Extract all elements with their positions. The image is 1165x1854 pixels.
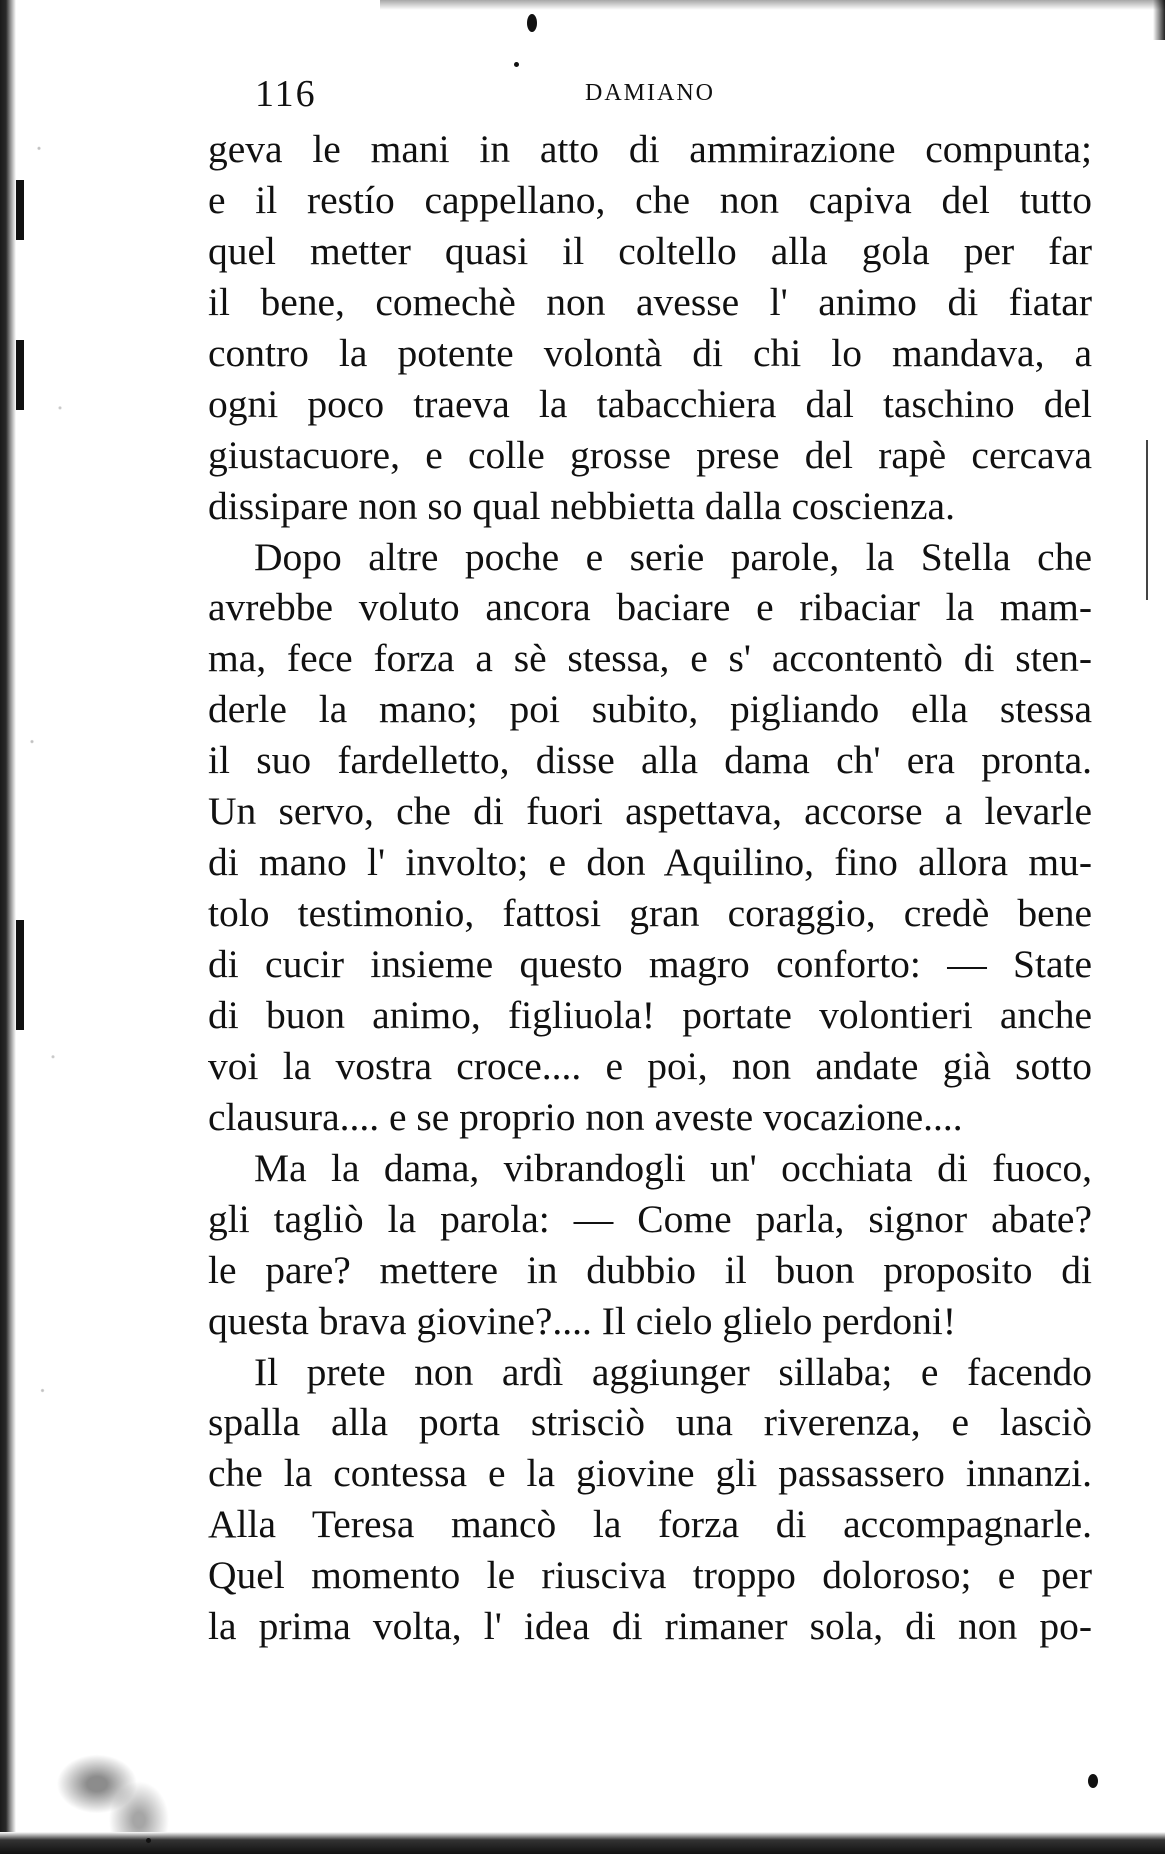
text-line: dissipare non so qual nebbietta dalla coscienza. [208, 483, 955, 528]
text-line: le pare? mettere in dubbio il buon proposito di [208, 1247, 1092, 1292]
text-line: spalla alla porta strisciò una riverenza, e lasciò [208, 1400, 1092, 1445]
text-line: quel metter quasi il coltello alla gola per far [208, 228, 1092, 273]
text-line: di cucir insieme questo magro conforto: — State [208, 942, 1092, 986]
scan-noise-left [18, 0, 88, 1854]
text-line: e il restío cappellano, che non capiva del tutto [208, 177, 1092, 222]
text-line: geva le mani in atto di ammirazione compunta; [208, 127, 1092, 171]
scan-dot-bottom-left [146, 1838, 151, 1843]
text-line: questa brava giovine?.... Il cielo glielo perdoni! [208, 1298, 957, 1343]
text-line: Alla Teresa mancò la forza di accompagnarle. [208, 1502, 1092, 1547]
text-line: di mano l' involto; e don Aquilino, fino allora mu- [208, 840, 1092, 885]
text-line: giustacuore, e colle grosse prese del rapè cercava [208, 432, 1092, 477]
text-line: avrebbe voluto ancora baciare e ribaciar la mam- [208, 585, 1092, 630]
text-line: Quel momento le riusciva troppo doloroso; e per [208, 1553, 1092, 1598]
text-line: tolo testimonio, fattosi gran coraggio, credè bene [208, 891, 1092, 936]
running-head: DAMIANO [585, 80, 715, 106]
scan-dot-bottom-right [1088, 1774, 1098, 1788]
text-line: Un servo, che di fuori aspettava, accorse a levarle [208, 789, 1092, 834]
text-line: Ma la dama, vibrandogli un' occhiata di fuoco, [254, 1145, 1092, 1190]
text-line: voi la vostra croce.... e poi, non andate già sotto [208, 1043, 1092, 1088]
text-line: ogni poco traeva la tabacchiera dal taschino del [208, 381, 1092, 426]
text-line: Il prete non ardì aggiunger sillaba; e facendo [254, 1349, 1092, 1394]
scan-smudge-bottom-left [55, 1712, 195, 1832]
scan-mark-left-1 [16, 180, 24, 240]
scan-mark-right [1146, 440, 1148, 600]
text-line: contro la potente volontà di chi lo mandava, a [208, 330, 1092, 375]
scan-edge-top [380, 0, 1165, 10]
scan-edge-left [0, 0, 16, 1854]
text-line: gli tagliò la parola: — Come parla, signor abate? [208, 1196, 1092, 1241]
text-line: ma, fece forza a sè stessa, e s' accontentò di sten- [208, 636, 1092, 681]
text-line: di buon animo, figliuola! portate volontieri anche [208, 992, 1092, 1037]
page-header [255, 72, 955, 122]
text-line: che la contessa e la giovine gli passassero innanzi. [208, 1451, 1092, 1496]
text-line: Dopo altre poche e serie parole, la Stella che [254, 534, 1092, 579]
body-text [208, 124, 1092, 1652]
scan-edge-bottom [0, 1832, 1165, 1854]
page-number: 116 [255, 73, 317, 115]
text-line: clausura.... e se proprio non aveste vocazione.... [208, 1094, 963, 1139]
scan-mark-left-2 [16, 340, 24, 410]
text-line: il suo fardelletto, disse alla dama ch' era pronta. [208, 738, 1092, 783]
text-line: il bene, comechè non avesse l' animo di fiatar [208, 279, 1092, 324]
scan-dot-top [527, 14, 537, 32]
scan-mark-left-3 [16, 920, 24, 1030]
text-line: derle la mano; poi subito, pigliando ella stessa [208, 687, 1092, 732]
scan-dot-top-2 [514, 62, 519, 67]
text-line: la prima volta, l' idea di rimaner sola, di non po- [208, 1604, 1092, 1649]
